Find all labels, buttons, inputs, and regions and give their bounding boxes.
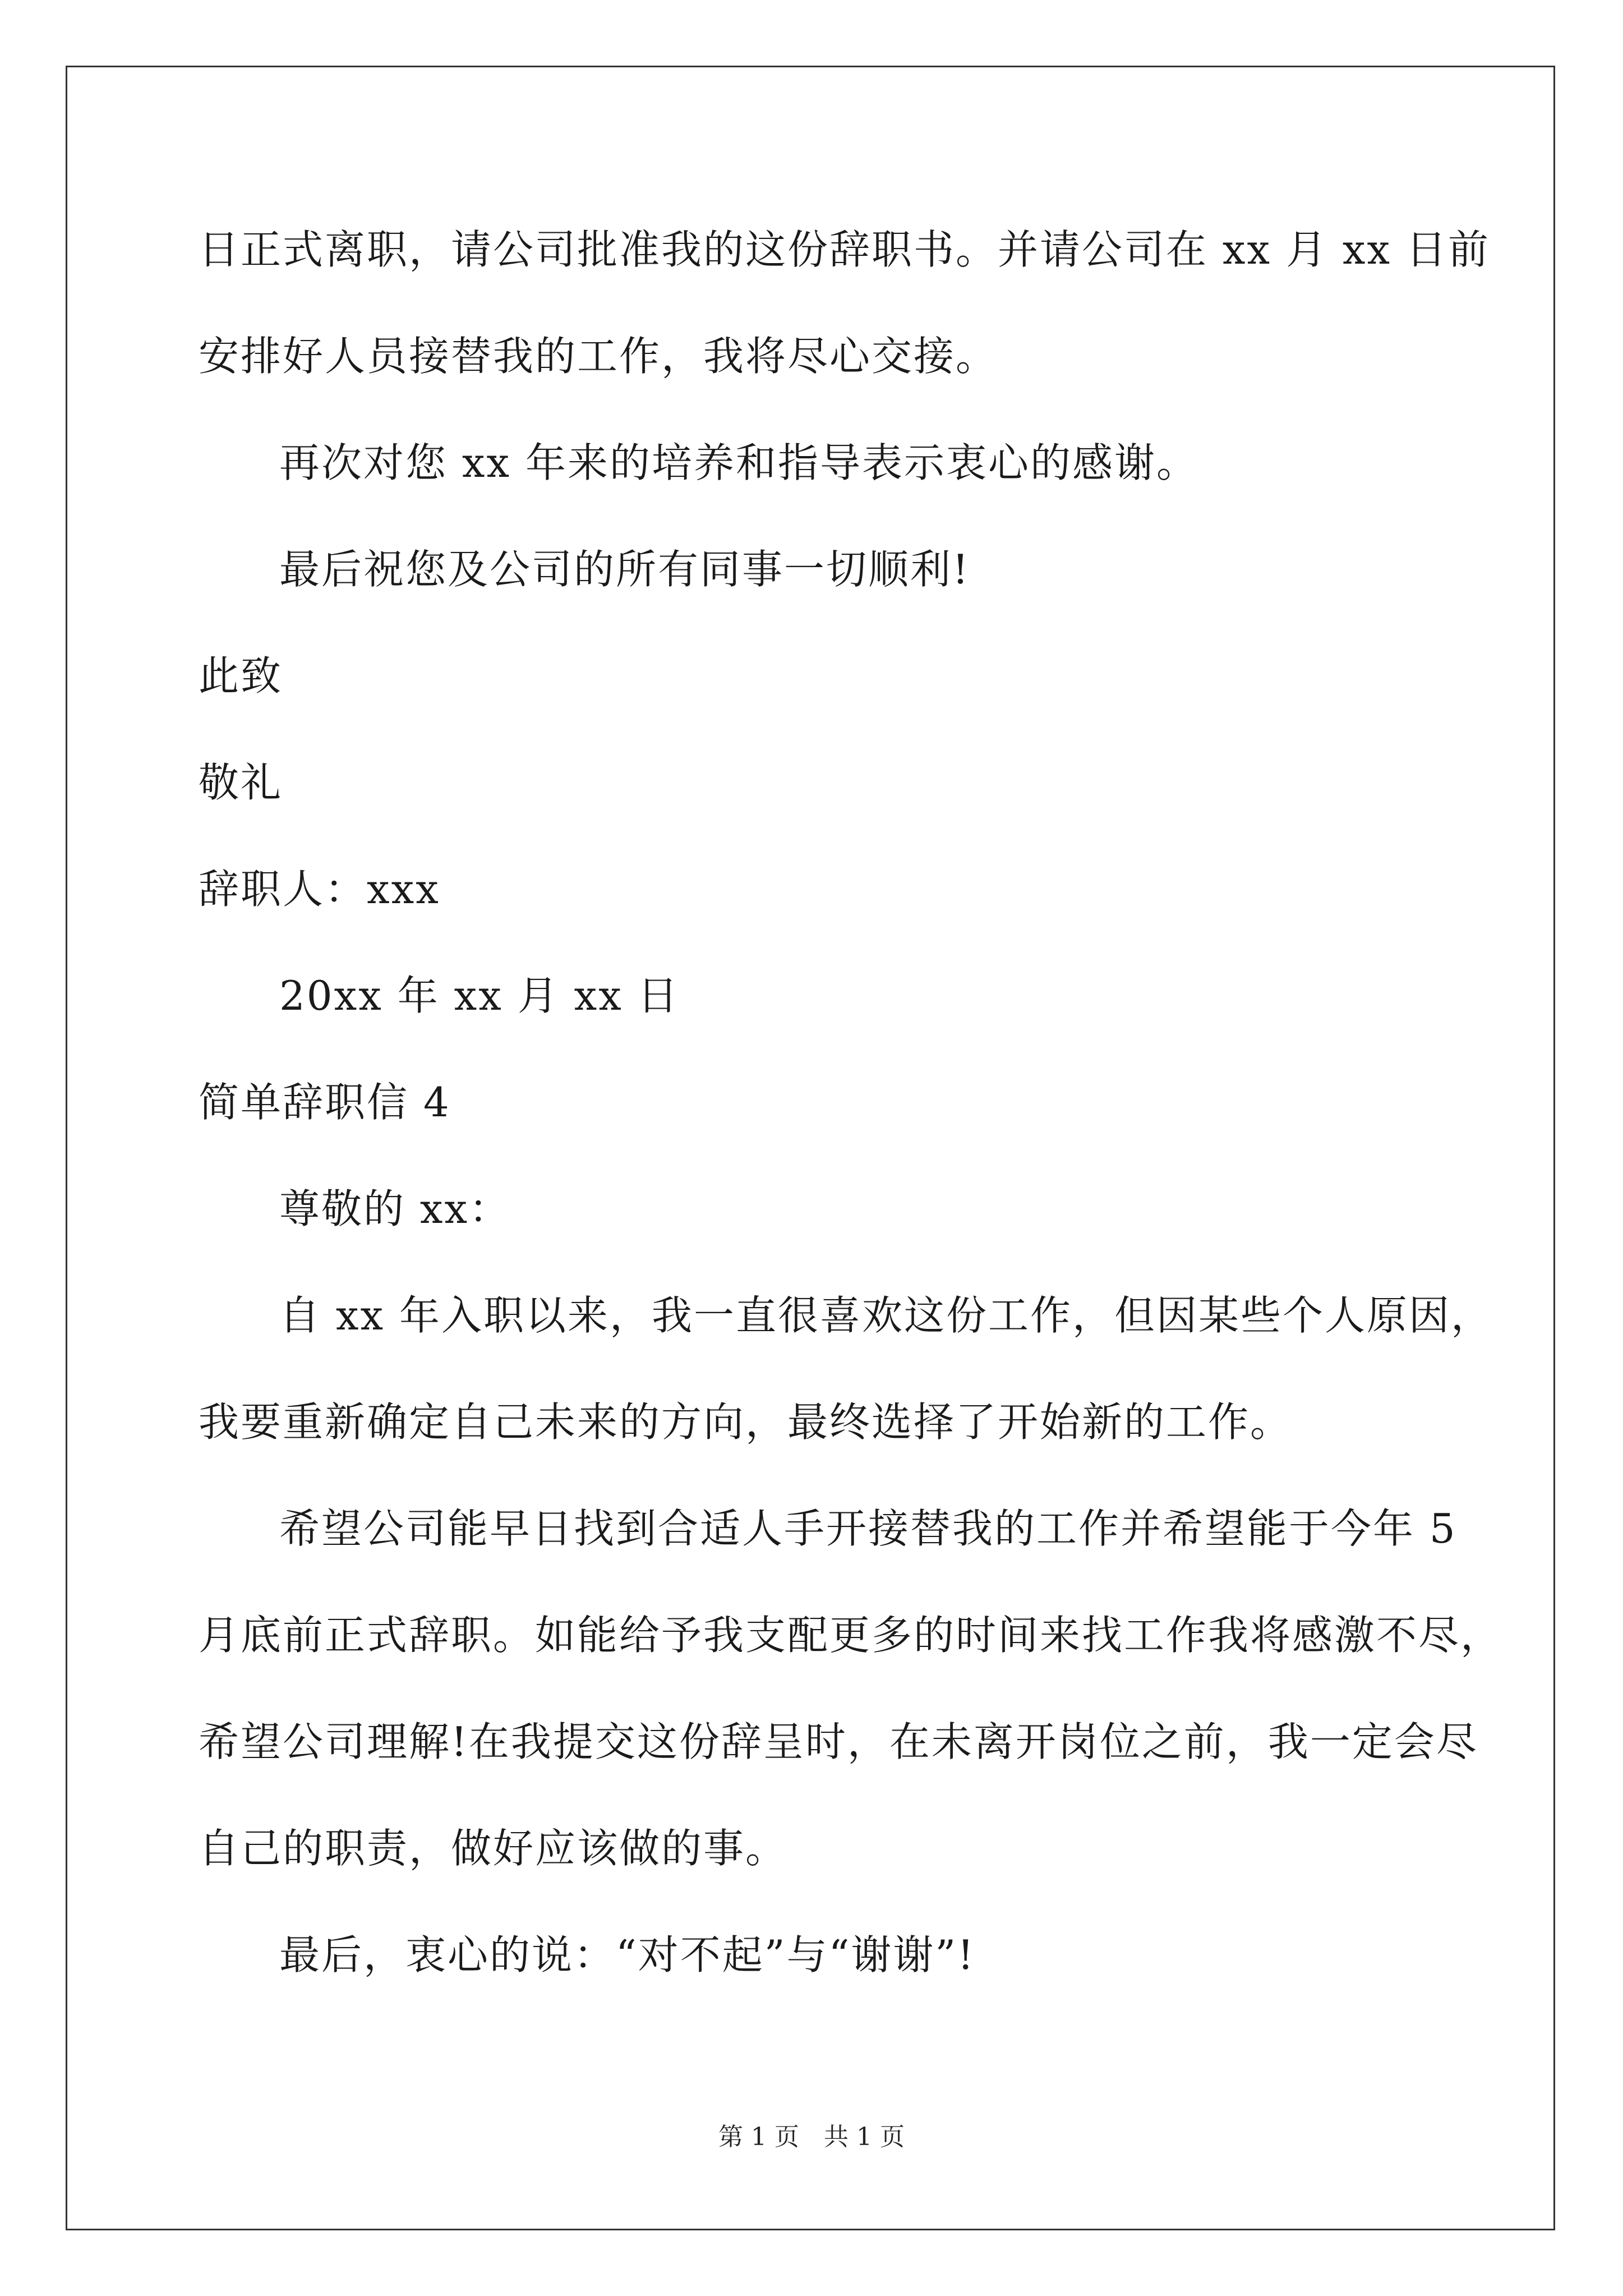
paragraph-line: 自 xx 年入职以来，我一直很喜欢这份工作，但因某些个人原因， bbox=[279, 1292, 1493, 1339]
section-title: 简单辞职信 4 bbox=[199, 1079, 451, 1126]
paragraph-line: 日正式离职，请公司批准我的这份辞职书。并请公司在 xx 月 xx 日前 bbox=[199, 226, 1490, 273]
paragraph-line: 我要重新确定自己未来的方向，最终选择了开始新的工作。 bbox=[199, 1398, 1293, 1446]
salutation-line: 尊敬的 xx： bbox=[279, 1185, 511, 1232]
paragraph-line: 再次对您 xx 年来的培养和指导表示衷心的感谢。 bbox=[279, 439, 1198, 486]
paragraph-line: 最后祝您及公司的所有同事一切顺利! bbox=[279, 546, 970, 593]
paragraph-line: 安排好人员接替我的工作，我将尽心交接。 bbox=[199, 333, 998, 380]
paragraph-line: 自己的职责，做好应该做的事。 bbox=[199, 1825, 788, 1872]
paragraph-line: 月底前正式辞职。如能给予我支配更多的时间来找工作我将感激不尽， bbox=[199, 1612, 1503, 1659]
closing-line: 敬礼 bbox=[199, 759, 283, 806]
page-border bbox=[66, 66, 1555, 2230]
paragraph-line: 希望公司理解!在我提交这份辞呈时，在未离开岗位之前，我一定会尽 bbox=[199, 1718, 1478, 1765]
paragraph-line: 希望公司能早日找到合适人手开接替我的工作并希望能于今年 5 bbox=[279, 1505, 1457, 1552]
signature-line: 辞职人：xxx bbox=[199, 866, 440, 913]
closing-line: 此致 bbox=[199, 652, 283, 700]
page-footer: 第 1 页 共 1 页 bbox=[718, 2123, 905, 2151]
paragraph-line: 最后，衷心的说：“对不起”与“谢谢”! bbox=[279, 1931, 976, 1978]
date-line: 20xx 年 xx 月 xx 日 bbox=[279, 972, 680, 1019]
